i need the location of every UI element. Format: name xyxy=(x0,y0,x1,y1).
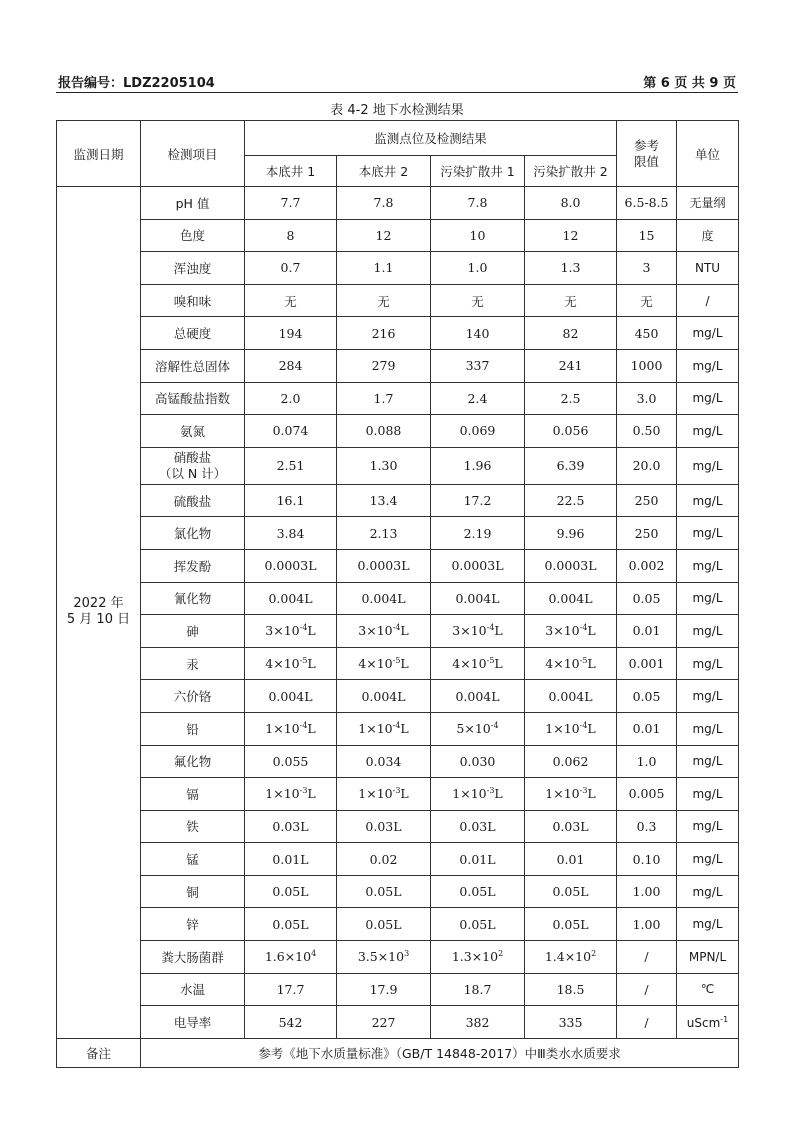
unit: NTU xyxy=(677,252,739,285)
reference-limit: 20.0 xyxy=(617,447,677,484)
table-row xyxy=(57,647,739,680)
item-name: 铜 xyxy=(141,875,245,908)
result-cell: 0.03L xyxy=(431,810,525,843)
result-cell: $1.6\times 10^4$ xyxy=(245,941,337,974)
result-cell: 227 xyxy=(337,1006,431,1039)
result-cell: 241 xyxy=(525,349,617,382)
result-cell: 542 xyxy=(245,1006,337,1039)
result-cell: 0.05L xyxy=(245,875,337,908)
reference-limit: 1.00 xyxy=(617,908,677,941)
result-cell: 0.05L xyxy=(245,908,337,941)
result-cell: 2.19 xyxy=(431,517,525,550)
result-cell: 0.05L xyxy=(525,908,617,941)
result-cell: 0.0003L xyxy=(431,549,525,582)
result-cell: 无 xyxy=(431,284,525,317)
unit: mg/L xyxy=(677,810,739,843)
result-cell: 0.004L xyxy=(245,582,337,615)
unit: mg/L xyxy=(677,680,739,713)
reference-limit: / xyxy=(617,973,677,1006)
item-name: 砷 xyxy=(141,615,245,648)
table-row xyxy=(57,415,739,448)
result-cell: 0.03L xyxy=(525,810,617,843)
item-name: 硫酸盐 xyxy=(141,484,245,517)
table-row xyxy=(57,973,739,1006)
reference-limit: 1.0 xyxy=(617,745,677,778)
reference-limit: 无 xyxy=(617,284,677,317)
result-cell: 18.5 xyxy=(525,973,617,1006)
reference-limit: 0.50 xyxy=(617,415,677,448)
table-row xyxy=(57,680,739,713)
result-cell: 无 xyxy=(245,284,337,317)
result-cell: 0.004L xyxy=(431,680,525,713)
result-cell: 0.0003L xyxy=(525,549,617,582)
result-cell: 13.4 xyxy=(337,484,431,517)
result-cell: 337 xyxy=(431,349,525,382)
col-header-date: 监测日期 xyxy=(57,121,141,187)
result-cell: 7.7 xyxy=(245,187,337,220)
result-cell: 0.7 xyxy=(245,252,337,285)
result-cell: 无 xyxy=(525,284,617,317)
result-cell: 0.004L xyxy=(431,582,525,615)
table-row xyxy=(57,778,739,811)
reference-limit: 6.5-8.5 xyxy=(617,187,677,220)
unit: mg/L xyxy=(677,549,739,582)
reference-limit: / xyxy=(617,941,677,974)
result-cell: 9.96 xyxy=(525,517,617,550)
result-cell: 2.5 xyxy=(525,382,617,415)
item-name: 电导率 xyxy=(141,1006,245,1039)
result-cell: 0.034 xyxy=(337,745,431,778)
result-cell: 0.03L xyxy=(245,810,337,843)
result-cell: 0.05L xyxy=(337,908,431,941)
result-cell: 22.5 xyxy=(525,484,617,517)
result-cell: 194 xyxy=(245,317,337,350)
unit: mg/L xyxy=(677,317,739,350)
page-number: 第 6 页 共 9 页 xyxy=(643,76,736,91)
result-cell: 0.004L xyxy=(245,680,337,713)
item-name: 水温 xyxy=(141,973,245,1006)
result-cell: $1\times 10^{-3}L$ xyxy=(431,778,525,811)
result-cell: $3.5\times 10^3$ xyxy=(337,941,431,974)
note-text: 参考《地下水质量标准》（GB/T 14848-2017）中Ⅲ类水水质要求 xyxy=(141,1038,739,1067)
item-name: 六价铬 xyxy=(141,680,245,713)
reference-limit: 0.10 xyxy=(617,843,677,876)
item-name: 氟化物 xyxy=(141,745,245,778)
table-row xyxy=(57,615,739,648)
table-row xyxy=(57,447,739,484)
col-header-item: 检测项目 xyxy=(141,121,245,187)
item-name: 镉 xyxy=(141,778,245,811)
result-cell: 2.0 xyxy=(245,382,337,415)
result-cell: 1.7 xyxy=(337,382,431,415)
table-row xyxy=(57,582,739,615)
table-row xyxy=(57,284,739,317)
result-cell: 2.4 xyxy=(431,382,525,415)
result-cell: 1.30 xyxy=(337,447,431,484)
unit: mg/L xyxy=(677,582,739,615)
unit: mg/L xyxy=(677,712,739,745)
table-row xyxy=(57,843,739,876)
item-name: 粪大肠菌群 xyxy=(141,941,245,974)
result-cell: 10 xyxy=(431,219,525,252)
result-cell: 0.055 xyxy=(245,745,337,778)
unit: mg/L xyxy=(677,745,739,778)
col-header-well-2: 本底井 2 xyxy=(337,156,431,187)
result-cell: 0.004L xyxy=(337,680,431,713)
table-row xyxy=(57,252,739,285)
result-cell: $3\times 10^{-4}L$ xyxy=(245,615,337,648)
result-cell: 7.8 xyxy=(337,187,431,220)
unit: mg/L xyxy=(677,517,739,550)
unit: mg/L xyxy=(677,615,739,648)
result-cell: $5\times 10^{-4}$ xyxy=(431,712,525,745)
result-cell: $4\times 10^{-5}L$ xyxy=(245,647,337,680)
item-name: 铁 xyxy=(141,810,245,843)
reference-limit: 250 xyxy=(617,484,677,517)
item-name: 溶解性总固体 xyxy=(141,349,245,382)
result-cell: $1\times 10^{-4}L$ xyxy=(525,712,617,745)
unit: MPN/L xyxy=(677,941,739,974)
unit: / xyxy=(677,284,739,317)
report-number: 报告编号：LDZ2205104 xyxy=(58,76,215,91)
result-cell: 无 xyxy=(337,284,431,317)
result-cell: 0.05L xyxy=(337,875,431,908)
result-cell: 17.9 xyxy=(337,973,431,1006)
reference-limit: 3 xyxy=(617,252,677,285)
item-name: 硝酸盐 （以 N 计） xyxy=(141,447,245,484)
result-cell: 0.004L xyxy=(337,582,431,615)
table-row xyxy=(57,187,739,220)
table-row xyxy=(57,875,739,908)
item-name: 氰化物 xyxy=(141,582,245,615)
table-row xyxy=(57,317,739,350)
reference-limit: / xyxy=(617,1006,677,1039)
result-cell: 0.05L xyxy=(525,875,617,908)
reference-limit: 0.01 xyxy=(617,712,677,745)
result-cell: $1\times 10^{-3}L$ xyxy=(337,778,431,811)
result-cell: 1.96 xyxy=(431,447,525,484)
result-cell: 0.056 xyxy=(525,415,617,448)
result-cell: 18.7 xyxy=(431,973,525,1006)
reference-limit: 15 xyxy=(617,219,677,252)
item-name: 色度 xyxy=(141,219,245,252)
result-cell: 82 xyxy=(525,317,617,350)
unit: mg/L xyxy=(677,908,739,941)
result-cell: 0.004L xyxy=(525,582,617,615)
table-row xyxy=(57,549,739,582)
unit: mg/L xyxy=(677,875,739,908)
result-cell: 216 xyxy=(337,317,431,350)
header-row-1 xyxy=(57,121,739,156)
monitoring-date: 2022 年 5 月 10 日 xyxy=(57,187,141,1039)
col-header-well-4: 污染扩散井 2 xyxy=(525,156,617,187)
unit: 度 xyxy=(677,219,739,252)
reference-limit: 1.00 xyxy=(617,875,677,908)
item-name: 嗅和味 xyxy=(141,284,245,317)
result-cell: 17.7 xyxy=(245,973,337,1006)
reference-limit: 3.0 xyxy=(617,382,677,415)
table-row xyxy=(57,941,739,974)
result-cell: $3\times 10^{-4}L$ xyxy=(525,615,617,648)
col-header-well-3: 污染扩散井 1 xyxy=(431,156,525,187)
unit: ℃ xyxy=(677,973,739,1006)
result-cell: 0.05L xyxy=(431,875,525,908)
result-cell: $3\times 10^{-4}L$ xyxy=(337,615,431,648)
result-cell: 1.1 xyxy=(337,252,431,285)
result-cell: 382 xyxy=(431,1006,525,1039)
col-header-well-1: 本底井 1 xyxy=(245,156,337,187)
result-cell: 284 xyxy=(245,349,337,382)
unit: mg/L xyxy=(677,447,739,484)
table-row xyxy=(57,745,739,778)
result-cell: 0.062 xyxy=(525,745,617,778)
result-cell: 0.03L xyxy=(337,810,431,843)
item-name: 挥发酚 xyxy=(141,549,245,582)
result-cell: 2.13 xyxy=(337,517,431,550)
result-cell: 0.01L xyxy=(431,843,525,876)
item-name: 浑浊度 xyxy=(141,252,245,285)
result-cell: $4\times 10^{-5}L$ xyxy=(431,647,525,680)
result-cell: 0.01L xyxy=(245,843,337,876)
result-cell: 335 xyxy=(525,1006,617,1039)
results-table xyxy=(56,120,739,1068)
unit: mg/L xyxy=(677,778,739,811)
unit: mg/L xyxy=(677,415,739,448)
result-cell: $4\times 10^{-5}L$ xyxy=(337,647,431,680)
unit: 无量纲 xyxy=(677,187,739,220)
reference-limit: 0.05 xyxy=(617,582,677,615)
reference-limit: 0.005 xyxy=(617,778,677,811)
col-header-ref: 参考 限值 xyxy=(617,121,677,187)
result-cell: 8.0 xyxy=(525,187,617,220)
table-row xyxy=(57,382,739,415)
reference-limit: 250 xyxy=(617,517,677,550)
result-cell: $1\times 10^{-3}L$ xyxy=(525,778,617,811)
result-cell: 0.01 xyxy=(525,843,617,876)
result-cell: $1\times 10^{-4}L$ xyxy=(337,712,431,745)
result-cell: 1.0 xyxy=(431,252,525,285)
col-header-unit: 单位 xyxy=(677,121,739,187)
result-cell: $1.3\times 10^2$ xyxy=(431,941,525,974)
table-row xyxy=(57,484,739,517)
result-cell: 1.3 xyxy=(525,252,617,285)
result-cell: 0.05L xyxy=(431,908,525,941)
result-cell: 0.0003L xyxy=(337,549,431,582)
table-row xyxy=(57,1006,739,1039)
result-cell: 0.088 xyxy=(337,415,431,448)
result-cell: $1.4\times 10^2$ xyxy=(525,941,617,974)
result-cell: 279 xyxy=(337,349,431,382)
table-row xyxy=(57,810,739,843)
header-rule xyxy=(56,92,738,93)
result-cell: 6.39 xyxy=(525,447,617,484)
reference-limit: 1000 xyxy=(617,349,677,382)
result-cell: 0.069 xyxy=(431,415,525,448)
reference-limit: 0.05 xyxy=(617,680,677,713)
table-caption: 表 4-2 地下水检测结果 xyxy=(330,103,464,118)
page-header xyxy=(58,72,736,92)
unit: mg/L xyxy=(677,382,739,415)
result-cell: 0.02 xyxy=(337,843,431,876)
result-cell: 0.0003L xyxy=(245,549,337,582)
item-name: 氨氮 xyxy=(141,415,245,448)
reference-limit: 0.001 xyxy=(617,647,677,680)
result-cell: 0.030 xyxy=(431,745,525,778)
table-row xyxy=(57,517,739,550)
item-name: pH 值 xyxy=(141,187,245,220)
result-cell: 140 xyxy=(431,317,525,350)
table-row xyxy=(57,712,739,745)
result-cell: 0.004L xyxy=(525,680,617,713)
result-cell: $4\times 10^{-5}L$ xyxy=(525,647,617,680)
note-row xyxy=(57,1038,739,1067)
item-name: 总硬度 xyxy=(141,317,245,350)
item-name: 铅 xyxy=(141,712,245,745)
item-name: 高锰酸盐指数 xyxy=(141,382,245,415)
result-cell: $1\times 10^{-3}L$ xyxy=(245,778,337,811)
result-cell: 12 xyxy=(337,219,431,252)
result-cell: 17.2 xyxy=(431,484,525,517)
item-name: 锰 xyxy=(141,843,245,876)
result-cell: 3.84 xyxy=(245,517,337,550)
reference-limit: 450 xyxy=(617,317,677,350)
table-row xyxy=(57,349,739,382)
unit: mg/L xyxy=(677,349,739,382)
result-cell: 16.1 xyxy=(245,484,337,517)
reference-limit: 0.01 xyxy=(617,615,677,648)
result-cell: $3\times 10^{-4}L$ xyxy=(431,615,525,648)
unit: mg/L xyxy=(677,843,739,876)
reference-limit: 0.002 xyxy=(617,549,677,582)
reference-limit: 0.3 xyxy=(617,810,677,843)
unit: uScm$^{-1}$ xyxy=(677,1006,739,1039)
result-cell: $1\times 10^{-4}L$ xyxy=(245,712,337,745)
unit: mg/L xyxy=(677,484,739,517)
note-label: 备注 xyxy=(57,1038,141,1067)
result-cell: 0.074 xyxy=(245,415,337,448)
item-name: 氯化物 xyxy=(141,517,245,550)
result-cell: 12 xyxy=(525,219,617,252)
table-row xyxy=(57,219,739,252)
result-cell: 8 xyxy=(245,219,337,252)
result-cell: 7.8 xyxy=(431,187,525,220)
item-name: 锌 xyxy=(141,908,245,941)
table-row xyxy=(57,908,739,941)
unit: mg/L xyxy=(677,647,739,680)
item-name: 汞 xyxy=(141,647,245,680)
col-header-group: 监测点位及检测结果 xyxy=(245,121,617,156)
result-cell: 2.51 xyxy=(245,447,337,484)
